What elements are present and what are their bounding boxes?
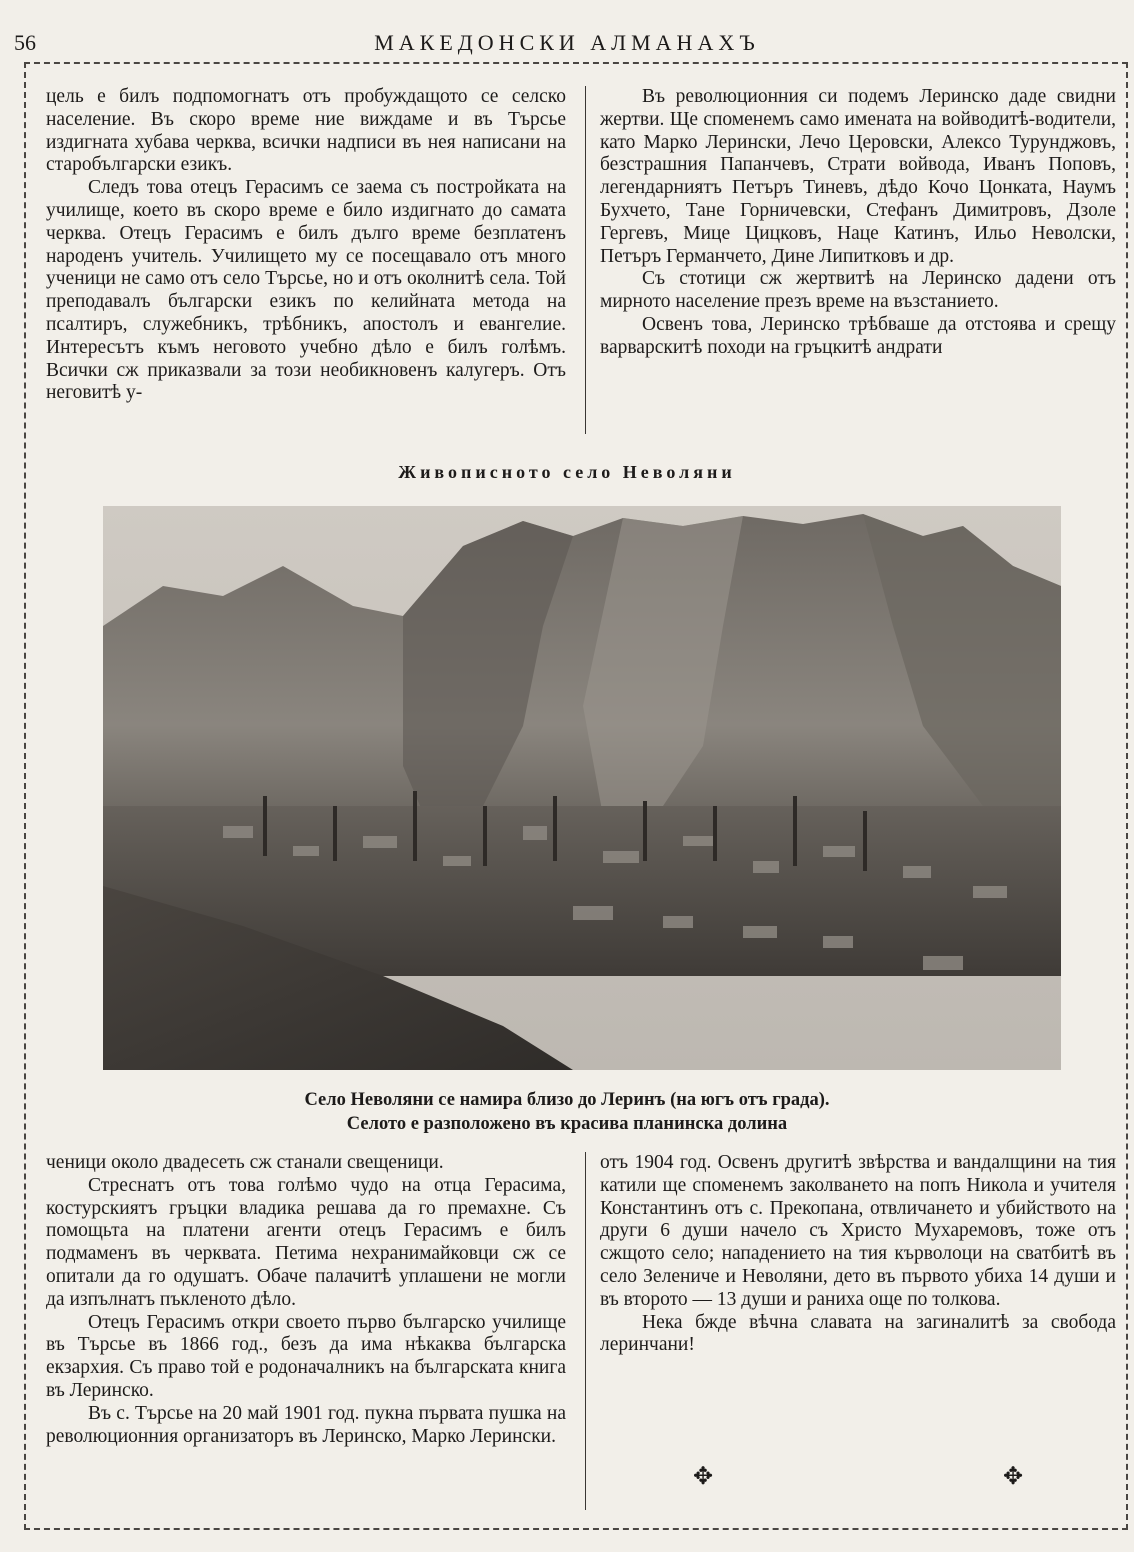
ornament-left: ✥ — [693, 1464, 714, 1490]
paragraph: Съ стотици сж жертвитѣ на Леринско дадени отъ мирното население презъ време на възстанието. — [600, 268, 1116, 313]
caption-line: Селото е разположено въ красива планинска долина — [346, 1114, 788, 1134]
page-number: 56 — [14, 30, 36, 55]
column-rule — [585, 1152, 586, 1510]
caption-line: Село Неволяни се намира близо до Леринъ (на югъ отъ града). — [304, 1090, 830, 1110]
bottom-right-column — [600, 1152, 1116, 1357]
ornament-right: ✥ — [1003, 1464, 1024, 1490]
paragraph: Стреснатъ отъ това голѣмо чудо на отца Герасима, костурскиятъ гръцки владика решава да го премахне. Съ помощьта на платени агенти отецъ Герасимъ е билъ подмаменъ въ черквата. Петима нехранимайковци сж се опитали да го одушатъ. Обаче палачитѣ уплашени не могли да изпълнатъ пъкленото дѣло. — [46, 1174, 566, 1310]
top-left-column — [46, 86, 566, 405]
bottom-left-column — [46, 1152, 566, 1448]
paragraph: отъ 1904 год. Освенъ другитѣ звѣрства и вандалщини на тия катили ще споменемъ заколването на попъ Никола и учителя Константинъ отъ с. Прекопана, отвличането и убийството на други 6 души начело съ Христо Мухаремовъ, тоже отъ сжщото село; нападението на тия кърволоци на сватбитѣ въ село Зелениче и Неволяни, дето въ първото убиха 14 души и въ второто — 13 души и раниха още по толкова. — [600, 1152, 1116, 1310]
paragraph: Нека бжде вѣчна славата на загиналитѣ за свобода леринчани! — [600, 1311, 1116, 1356]
paragraph: ченици около двадесеть сж станали свещеници. — [46, 1152, 444, 1173]
village-photo — [103, 506, 1061, 1070]
running-head: МАКЕДОНСКИ АЛМАНАХЪ — [374, 30, 760, 55]
paragraph: Следъ това отецъ Герасимъ се заема съ постройката на училище, което въ скоро време е било издигнато до самата черква. Отецъ Герасимъ е билъ дълго време безплатенъ народенъ учитель. Училището му се посещавало отъ много ученици не само отъ село Търсье, но и отъ околнитѣ села. Той преподавалъ български езикъ по келийната метода на псалтиръ, служебникъ, трѣбникъ, апостолъ и евангелие. Интересътъ къмъ неговото учебно дѣло е билъ голѣмъ. Всички сж приказвали за този необикновенъ калугеръ. Отъ неговитѣ у- — [46, 177, 566, 404]
column-rule — [585, 86, 586, 434]
photo-caption — [0, 1088, 1134, 1136]
paragraph: Освенъ това, Леринско трѣбваше да отстоява и срещу варварскитѣ походи на гръцкитѣ андрати — [600, 313, 1116, 358]
top-right-column — [600, 86, 1116, 360]
paragraph: Въ с. Търсье на 20 май 1901 год. пукна първата пушка на революционния организаторъ въ Леринско, Марко Лерински. — [46, 1402, 566, 1447]
paragraph: цель е билъ подпомогнатъ отъ пробуждащото се селско население. Въ скоро време ние виждаме и въ Търсье издигната хубава черква, всички надписи въ нея написани на старобългарски езикъ. — [46, 86, 566, 176]
paragraph: Въ революционния си подемъ Леринско даде свидни жертви. Ще споменемъ само имената на войводитѣ-водители, като Марко Лерински, Лечо Церовски, Алексо Турунджовъ, безстрашния Папанчевъ, Страти войвода, Иванъ Поповъ, легендарниятъ Петъръ Тиневъ, дѣдо Кочо Цонката, Наумъ Бухчето, Тане Горничевски, Стефанъ Димитровъ, Дзоле Гергевъ, Мице Цицковъ, Наце Катинъ, Ильо Неволски, Петъръ Германчето, Дине Липитковъ и др. — [600, 86, 1116, 267]
paragraph: Отецъ Герасимъ откри своето първо българско училище въ Търсье въ 1866 год., безъ да има нѣкаква българска екзархия. Съ право той е родоначалникъ на българската книга въ Леринско. — [46, 1311, 566, 1401]
photo-title: Живописното село Неволяни — [398, 462, 736, 482]
